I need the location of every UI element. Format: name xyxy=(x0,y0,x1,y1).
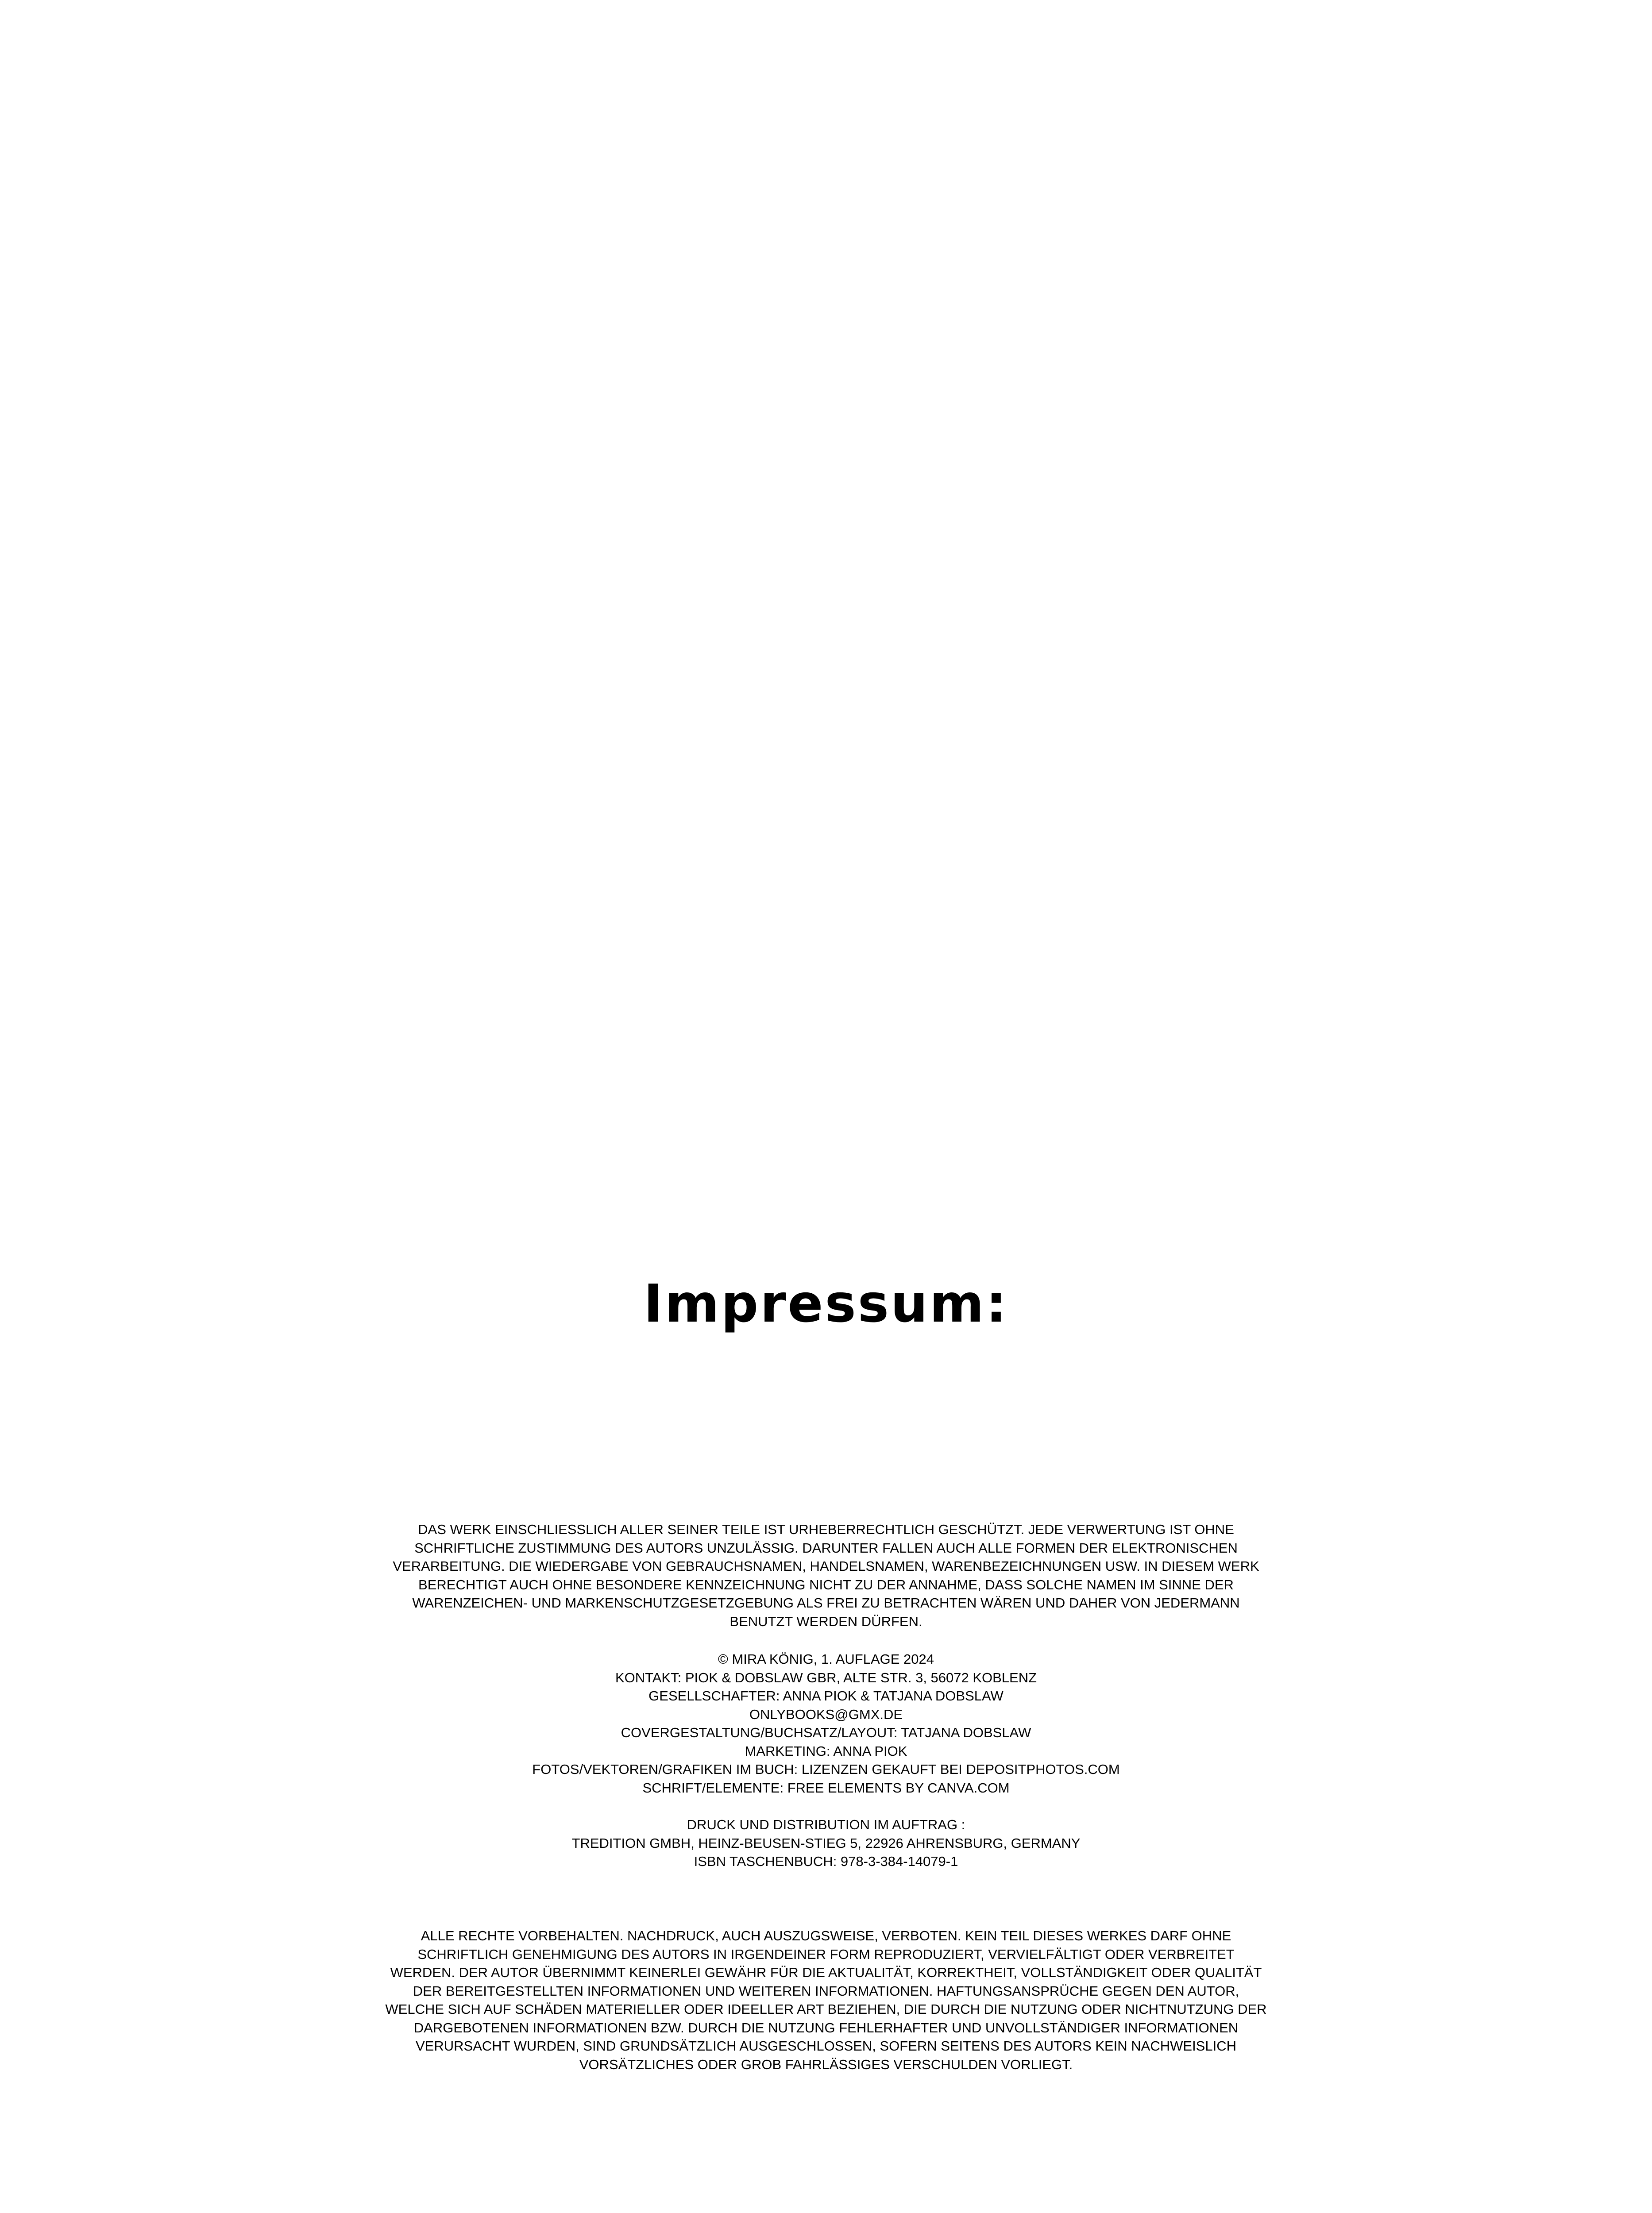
rights-notice-line: SCHRIFTLICH GENEHMIGUNG DES AUTORS IN IRGENDEINER FORM REPRODUZIERT, VERVIELFÄLTIGT ODER VERBREITET xyxy=(417,1946,1235,1962)
print-heading: DRUCK UND DISTRIBUTION IM AUFTRAG : xyxy=(687,1817,965,1832)
rights-notice xyxy=(0,1927,1652,2074)
copyright-notice-line: WARENZEICHEN- UND MARKENSCHUTZGESETZGEBUNG ALS FREI ZU BETRACHTEN WÄREN UND DAHER VON JEDERMANN xyxy=(412,1595,1240,1611)
rights-notice-line: DARGEBOTENEN INFORMATIONEN BZW. DURCH DIE NUTZUNG FEHLERHAFTER UND UNVOLLSTÄNDIGER INFORMATIONEN xyxy=(413,2020,1239,2036)
copyright-notice-line: BERECHTIGT AUCH OHNE BESONDERE KENNZEICHNUNG NICHT ZU DER ANNAHME, DASS SOLCHE NAMEN IM SINNE DER xyxy=(418,1577,1234,1592)
rights-notice-line: VERURSACHT WURDEN, SIND GRUNDSÄTZLICH AUSGESCHLOSSEN, SOFERN SEITENS DES AUTORS KEIN NACHWEISLICH xyxy=(416,2038,1236,2054)
rights-notice-line: VORSÄTZLICHES ODER GROB FAHRLÄSSIGES VERSCHULDEN VORLIEGT. xyxy=(579,2056,1073,2072)
partners-line: GESELLSCHAFTER: ANNA PIOK & TATJANA DOBSLAW xyxy=(648,1688,1004,1704)
page-title: Impressum: xyxy=(643,1273,1009,1334)
contact-line: KONTAKT: PIOK & DOBSLAW GBR, ALTE STR. 3, 56072 KOBLENZ xyxy=(615,1669,1037,1685)
printer-address: TREDITION GMBH, HEINZ-BEUSEN-STIEG 5, 22926 AHRENSBURG, GERMANY xyxy=(571,1835,1081,1851)
print-info xyxy=(0,1816,1652,1871)
isbn-line: ISBN TASCHENBUCH: 978-3-384-14079-1 xyxy=(694,1854,958,1869)
marketing-line: MARKETING: ANNA PIOK xyxy=(745,1743,907,1759)
copyright-notice-line: SCHRIFTLICHE ZUSTIMMUNG DES AUTORS UNZULÄSSIG. DARUNTER FALLEN AUCH ALLE FORMEN DER ELEKTRONISCHEN xyxy=(414,1540,1238,1556)
rights-notice-line: DER BEREITGESTELLTEN INFORMATIONEN UND WEITEREN INFORMATIONEN. HAFTUNGSANSPRÜCHE GEGEN DEN AUTOR, xyxy=(413,1983,1239,1999)
photos-line: FOTOS/VEKTOREN/GRAFIKEN IM BUCH: LIZENZEN GEKAUFT BEI DEPOSITPHOTOS.COM xyxy=(532,1762,1120,1777)
rights-notice-line: WERDEN. DER AUTOR ÜBERNIMMT KEINERLEI GEWÄHR FÜR DIE AKTUALITÄT, KORREKTHEIT, VOLLSTÄNDIGKEIT ODER QUALITÄT xyxy=(390,1965,1262,1980)
copyright-line: © MIRA KÖNIG, 1. AUFLAGE 2024 xyxy=(718,1651,934,1667)
credits xyxy=(0,1650,1652,1797)
rights-notice-line: WELCHE SICH AUF SCHÄDEN MATERIELLER ODER IDEELLER ART BEZIEHEN, DIE DURCH DIE NUTZUNG ODER NICHTNUTZUNG DER xyxy=(385,2001,1267,2017)
copyright-notice xyxy=(0,1520,1652,1631)
rights-notice-line: ALLE RECHTE VORBEHALTEN. NACHDRUCK, AUCH AUSZUGSWEISE, VERBOTEN. KEIN TEIL DIESES WERKES DARF OHNE xyxy=(421,1928,1231,1943)
copyright-notice-line: DAS WERK EINSCHLIESSLICH ALLER SEINER TEILE IST URHEBERRECHTLICH GESCHÜTZT. JEDE VERWERTUNG IST OHNE xyxy=(418,1522,1234,1537)
email-line: ONLYBOOKS@GMX.DE xyxy=(749,1706,903,1722)
cover-design-line: COVERGESTALTUNG/BUCHSATZ/LAYOUT: TATJANA DOBSLAW xyxy=(621,1725,1031,1740)
copyright-notice-line: VERARBEITUNG. DIE WIEDERGABE VON GEBRAUCHSNAMEN, HANDELSNAMEN, WARENBEZEICHNUNGEN USW. IN DIESEM WERK xyxy=(393,1558,1259,1574)
copyright-notice-line: BENUTZT WERDEN DÜRFEN. xyxy=(730,1613,922,1629)
fonts-line: SCHRIFT/ELEMENTE: FREE ELEMENTS BY CANVA.COM xyxy=(642,1780,1010,1796)
